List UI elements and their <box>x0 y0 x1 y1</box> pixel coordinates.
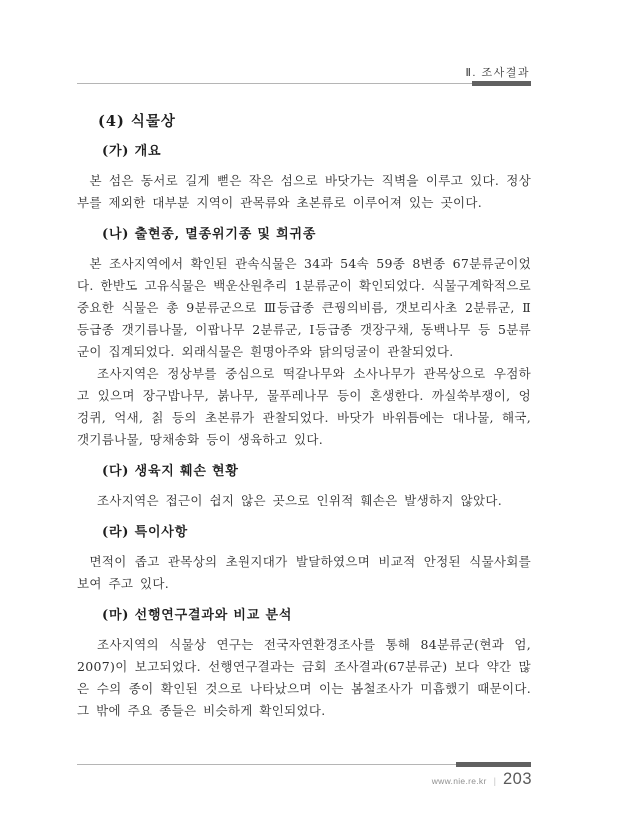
subsection-heading-na: (나) 출현종, 멸종위기종 및 희귀종 <box>102 227 317 242</box>
footer <box>432 770 532 789</box>
paragraph: 본 섬은 동서로 길게 뻗은 작은 섬으로 바닷가는 직벽을 이루고 있다. 정상부를 제외한 대부분 지역이 관목류와 초본류로 이루어져 있는 곳이다. <box>77 173 531 210</box>
footer-page-number: 203 <box>502 770 532 788</box>
footer-site-url: www.nie.re.kr <box>431 776 487 786</box>
subsection-heading-ra: (라) 특이사항 <box>102 525 189 540</box>
paragraph: 조사지역은 정상부를 중심으로 떡갈나무와 소사나무가 관목상으로 우점하고 있으며 장구밥나무, 붉나무, 물푸레나무 등이 혼생한다. 까실쑥부쟁이, 엉겅퀴, 억새, 칡 등의 초본류가 관찰되었다. 바닷가 바위틈에는 대나물, 해국, 갯기름나물, 땅채송화 등이 생육하고 있다. <box>77 366 531 447</box>
subsection-heading-ga: (가) 개요 <box>102 144 162 159</box>
footer-rule <box>77 764 456 765</box>
paragraph: 면적이 좁고 관목상의 초원지대가 발달하였으며 비교적 안정된 식물사회를 보여 주고 있다. <box>77 554 531 591</box>
paragraph: 조사지역은 접근이 쉽지 않은 곳으로 인위적 훼손은 발생하지 않았다. <box>97 493 502 508</box>
subsection-heading-ma: (마) 선행연구결과와 비교 분석 <box>102 608 293 623</box>
footer-separator: | <box>493 776 496 786</box>
paragraph: 조사지역의 식물상 연구는 전국자연환경조사를 통해 84분류군(현과 엄, 2007)이 보고되었다. 선행연구결과는 금회 조사결과(67분류군) 보다 약간 많은 수의 종이 확인된 것으로 나타났으며 이는 봄철조사가 미흡했기 때문이다. 그 밖에 주요 종들은 비슷하게 확인되었다. <box>77 637 531 718</box>
section-heading: (4) 식물상 <box>98 113 176 130</box>
header-rule-accent-bar <box>472 81 531 86</box>
subsection-heading-da: (다) 생육지 훼손 현황 <box>102 464 239 479</box>
document-body <box>77 112 531 722</box>
paragraph: 본 조사지역에서 확인된 관속식물은 34과 54속 59종 8변종 67분류군이었다. 한반도 고유식물은 백운산원추리 1분류군이 확인되었다. 식물구계학적으로 중요한 식물은 총 9분류군으로 Ⅲ등급종 큰꿩의비름, 갯보리사초 2분류군, Ⅱ등급종 갯기름나물, 이팝나무 2분류군, Ⅰ등급종 갯장구채, 동백나무 등 5분류군이 집계되었다. 외래식물은 흰명아주와 닭의덩굴이 관찰되었다. <box>77 256 531 359</box>
header-rule <box>77 83 531 84</box>
header-breadcrumb: Ⅱ. 조사결과 <box>465 67 530 79</box>
footer-rule-accent-bar <box>456 762 531 767</box>
